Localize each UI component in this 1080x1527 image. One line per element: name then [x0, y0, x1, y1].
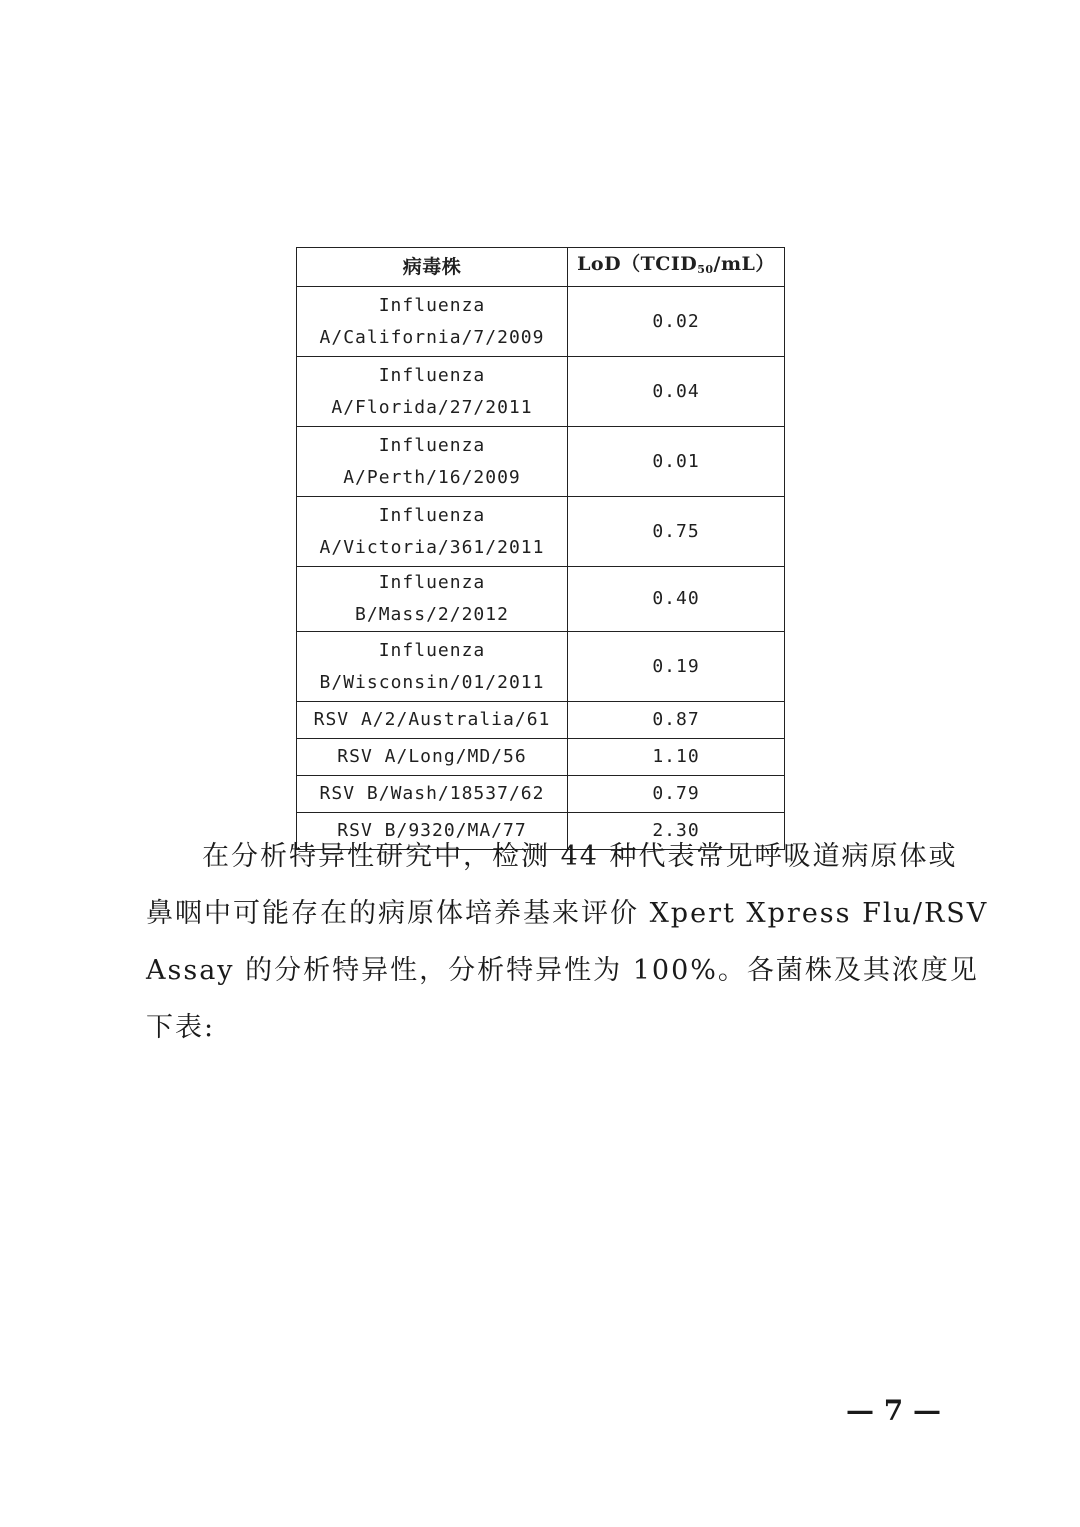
- strain-name-line: RSV B/Wash/18537/62: [319, 783, 545, 804]
- table-row: [297, 497, 785, 567]
- strain-name-line: A/Victoria/361/2011: [319, 536, 545, 558]
- strain-cell: [297, 497, 568, 567]
- paragraph-line: Assay 的分析特异性，分析特异性为 100%。各菌株及其浓度见: [146, 955, 979, 986]
- strain-name-line: Influenza: [378, 639, 486, 661]
- table-row: [297, 357, 785, 427]
- strain-cell: [297, 632, 568, 702]
- lod-cell: 0.04: [568, 357, 785, 427]
- strain-name-line: A/Perth/16/2009: [343, 466, 521, 488]
- page-number: — 7 —: [846, 1394, 941, 1427]
- paragraph-line: 下表:: [146, 1012, 216, 1043]
- lod-cell: 0.01: [568, 427, 785, 497]
- strain-cell: [297, 776, 568, 813]
- table-row: [297, 567, 785, 632]
- table-row: [297, 776, 785, 813]
- strain-name-line: B/Wisconsin/01/2011: [319, 671, 545, 693]
- strain-cell: [297, 287, 568, 357]
- strain-header: 病毒株: [297, 248, 568, 287]
- strain-name-line: A/California/7/2009: [319, 326, 545, 348]
- lod-cell: 0.02: [568, 287, 785, 357]
- strain-name-line: Influenza: [378, 434, 486, 456]
- table-body: [297, 287, 785, 850]
- paragraph-line: 在分析特异性研究中，检测 44 种代表常见呼吸道病原体或: [202, 841, 958, 872]
- specificity-paragraph: [146, 828, 989, 1056]
- strain-name-line: Influenza B/Mass/2/2012: [355, 572, 509, 625]
- lod-cell: 0.40: [568, 567, 785, 632]
- lod-table: [296, 247, 785, 850]
- strain-cell: [297, 357, 568, 427]
- strain-cell: [297, 739, 568, 776]
- table-header-row: [297, 248, 785, 287]
- lod-cell: 0.87: [568, 702, 785, 739]
- lod-header-suffix: /mL）: [713, 253, 775, 275]
- table-row: [297, 702, 785, 739]
- table-row: [297, 427, 785, 497]
- strain-cell: [297, 567, 568, 632]
- lod-header: [568, 248, 785, 287]
- lod-cell: 0.19: [568, 632, 785, 702]
- strain-name-line: Influenza: [378, 504, 486, 526]
- lod-cell: 0.79: [568, 776, 785, 813]
- lod-cell: 1.10: [568, 739, 785, 776]
- strain-cell: [297, 702, 568, 739]
- table-row: [297, 632, 785, 702]
- strain-cell: [297, 427, 568, 497]
- strain-name-line: Influenza: [378, 364, 486, 386]
- table-row: [297, 287, 785, 357]
- lod-cell: 0.75: [568, 497, 785, 567]
- strain-name-line: RSV B/9320/MA/77: [337, 820, 527, 841]
- lod-cell: 2.30: [568, 813, 785, 850]
- table-row: [297, 739, 785, 776]
- lod-header-prefix: LoD（TCID: [577, 253, 698, 275]
- lod-header-subscript: 50: [697, 263, 714, 276]
- strain-name-line: Influenza: [378, 294, 486, 316]
- paragraph-line: 鼻咽中可能存在的病原体培养基来评价 Xpert Xpress Flu/RSV: [146, 898, 989, 929]
- strain-name-line: A/Florida/27/2011: [331, 396, 533, 418]
- strain-name-line: RSV A/Long/MD/56: [337, 746, 527, 767]
- strain-name-line: RSV A/2/Australia/61: [313, 709, 551, 730]
